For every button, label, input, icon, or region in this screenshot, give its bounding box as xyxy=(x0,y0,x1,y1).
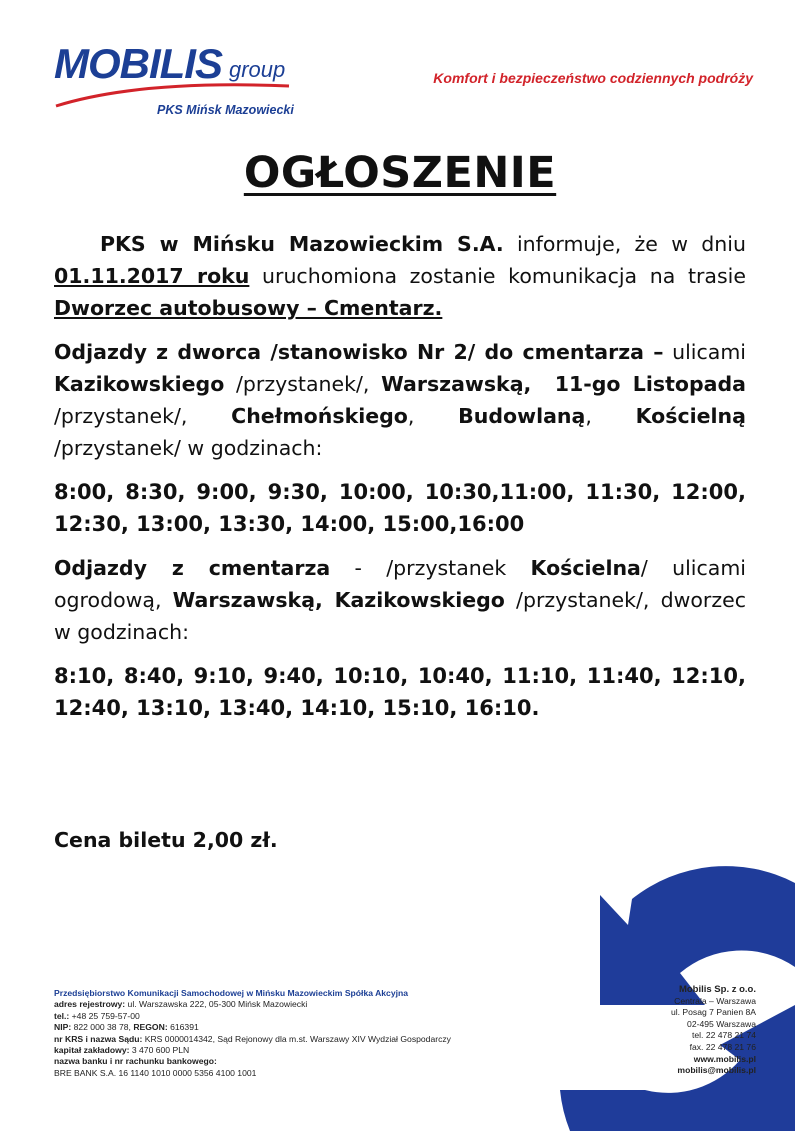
logo-subtitle: PKS Mińsk Mazowiecki xyxy=(157,103,294,117)
text-segment: ulicami xyxy=(663,340,746,364)
value: 822 000 38 78, xyxy=(71,1022,134,1033)
label: REGON: xyxy=(133,1022,168,1033)
street-name: 11-go Listopada xyxy=(554,372,746,396)
footer-website-link[interactable]: www.mobilis.pl xyxy=(693,1053,756,1064)
footer-bank-account: BRE BANK S.A. 16 1140 1010 0000 5356 4100 1001 xyxy=(54,1067,257,1078)
intro-paragraph xyxy=(54,228,746,324)
start-date: 01.11.2017 roku xyxy=(54,264,250,288)
text-segment: /przystanek/, dworzec w godzinach: xyxy=(54,588,746,644)
label: NIP: xyxy=(54,1022,72,1033)
company-name: PKS w Mińsku Mazowieckim S.A. xyxy=(100,232,504,256)
footer-head-office xyxy=(671,984,756,1077)
mobilis-logo xyxy=(54,40,314,125)
footer-address xyxy=(54,999,524,1010)
street-name: Kazikowskiego xyxy=(54,372,225,396)
text-segment: / ulicami ogrodową, xyxy=(54,556,746,612)
station-departures-paragraph xyxy=(54,336,746,464)
footer-email-link[interactable]: mobilis@mobilis.pl xyxy=(677,1065,756,1076)
ticket-price: Cena biletu 2,00 zł. xyxy=(54,828,278,852)
street-name: Chełmońskiego xyxy=(231,404,408,428)
value: +48 25 759-57-00 xyxy=(69,1010,140,1021)
label: kapitał zakładowy: xyxy=(54,1045,130,1056)
station-departures-heading: Odjazdy z dworca /stanowisko Nr 2/ do cmentarza – xyxy=(54,340,664,364)
text-segment xyxy=(531,372,554,396)
cemetery-departure-times: 8:10, 8:40, 9:10, 9:40, 10:10, 10:40, 11:10, 11:40, 12:10, 12:40, 13:10, 13:40, 14:10, 15:10, 16:10. xyxy=(54,664,746,720)
footer-right-line: ul. Posag 7 Panien 8A xyxy=(670,1007,756,1018)
intro-text-2: uruchomiona zostanie komunikacja na trasie xyxy=(249,264,746,288)
footer-company-heading: Przedsiębiorstwo Komunikacji Samochodowej w Mińsku Mazowieckim Spółka Akcyjna xyxy=(54,988,409,998)
footer-company-info xyxy=(54,988,524,1079)
street-name: Warszawską, Kazikowskiego xyxy=(172,588,505,612)
footer-capital xyxy=(54,1045,524,1056)
text-segment: , xyxy=(407,404,459,428)
value: 616391 xyxy=(167,1022,199,1033)
value: KRS 0000014342, Sąd Rejonowy dla m.st. Warszawy XIV Wydział Gospodarczy xyxy=(142,1033,451,1044)
footer-bank-label xyxy=(54,1056,524,1067)
logo-group-text: group xyxy=(229,57,286,82)
street-name: Kościelna xyxy=(530,556,641,580)
label: adres rejestrowy: xyxy=(54,999,126,1010)
footer-right-line: fax. 22 478 21 76 xyxy=(689,1041,756,1052)
footer-right-line: tel. 22 478 21 74 xyxy=(691,1030,756,1041)
text-segment: , xyxy=(585,404,636,428)
value: ul. Warszawska 222, 05-300 Mińsk Mazowiecki xyxy=(125,999,308,1010)
logo-wordmark: MOBILIS xyxy=(54,40,222,87)
label: tel.: xyxy=(54,1010,70,1021)
street-name: Kościelną xyxy=(635,404,746,428)
footer-krs xyxy=(54,1034,524,1045)
header-tagline: Komfort i bezpieczeństwo codziennych podróży xyxy=(433,70,753,86)
page-title: OGŁOSZENIE xyxy=(243,148,557,198)
intro-text-1: informuje, że w dniu xyxy=(503,232,746,256)
announcement-body xyxy=(54,228,746,736)
station-departure-times: 8:00, 8:30, 9:00, 9:30, 10:00, 10:30,11:00, 11:30, 12:00, 12:30, 13:00, 13:30, 14:00, 15:00,16:00 xyxy=(54,480,746,536)
footer-right-line: Centrala – Warszawa xyxy=(674,995,756,1006)
label: nazwa banku i nr rachunku bankowego: xyxy=(54,1056,217,1067)
footer-phone xyxy=(54,1011,524,1022)
footer-right-heading: Mobilis Sp. z o.o. xyxy=(678,984,756,995)
text-segment: /przystanek/, xyxy=(54,404,232,428)
street-name: Warszawską, xyxy=(381,372,532,396)
value: 3 470 600 PLN xyxy=(129,1045,190,1056)
text-segment: /przystanek/, xyxy=(224,372,382,396)
route-name: Dworzec autobusowy – Cmentarz. xyxy=(54,296,443,320)
text-segment: - /przystanek xyxy=(330,556,531,580)
street-name: Budowlaną xyxy=(458,404,586,428)
cemetery-departures-heading: Odjazdy z cmentarza xyxy=(54,556,331,580)
text-segment: /przystanek/ w godzinach: xyxy=(54,436,323,460)
footer-nip-regon xyxy=(54,1022,524,1033)
footer-right-line: 02-495 Warszawa xyxy=(687,1018,756,1029)
label: nr KRS i nazwa Sądu: xyxy=(54,1033,143,1044)
cemetery-departures-paragraph xyxy=(54,552,746,648)
